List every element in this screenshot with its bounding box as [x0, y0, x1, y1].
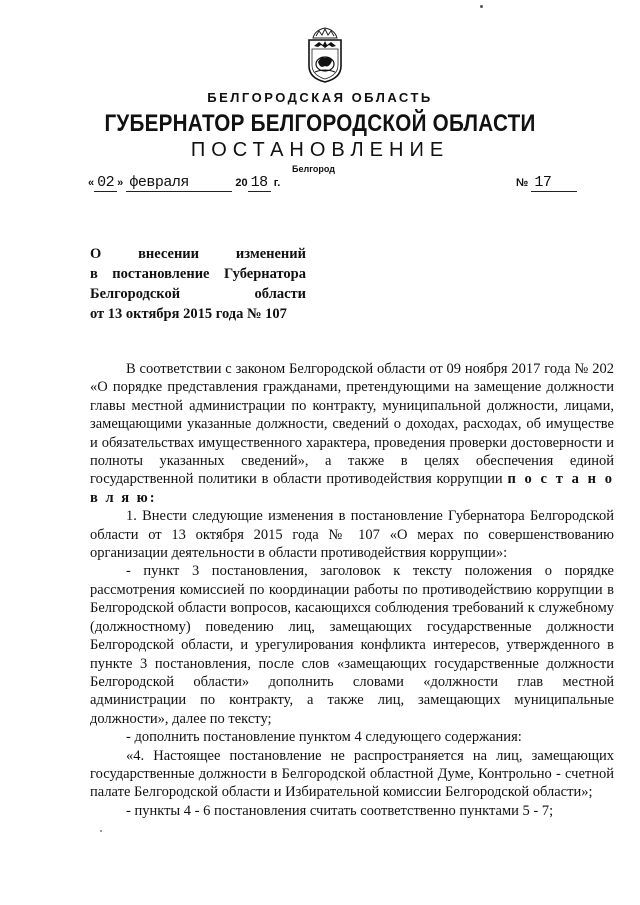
- amendment-paragraph-2: - дополнить постановление пунктом 4 следующего содержания:: [126, 729, 522, 746]
- date-close-quote: »: [117, 177, 124, 189]
- scan-speck: [100, 830, 102, 832]
- decree-date: [88, 174, 280, 192]
- preamble-paragraph: [90, 360, 614, 507]
- date-year-suffix: 18: [248, 174, 271, 192]
- date-year-prefix: 20: [235, 177, 248, 189]
- preamble-text: В соответствии с законом Белгородской области от 09 ноября 2017 года № 202 «О порядке представления гражданами, претендующими на замещение должности главы местной администрации по контракту, муниципальной должности, лицами, замещающими указанные должности, сведений о доходах, расходах, об имуществе и обязательствах имущественного характера, проведения проверки достоверности и полноты указанных сведений», а также в целях обеспечения единой государственной политики в области противодействия коррупции: [90, 361, 614, 488]
- city-label: Белгород: [292, 164, 335, 174]
- decree-body: [90, 360, 614, 820]
- subject-line-3: Белгородской области: [90, 286, 306, 302]
- document-type-heading: ПОСТАНОВЛЕНИЕ: [190, 139, 450, 161]
- date-month: февраля: [126, 174, 232, 192]
- amendment-paragraph-1: - пункт 3 постановления, заголовок к тексту положения о порядке рассмотрения комиссией по координации работы по противодействию коррупции в Белгородской области вопросов, касающихся соблюдения требований к служебному (должностному) поведению лиц, замещающих государственные должности Белгородской области, и урегулирования конфликта интересов, утвержденного в пункте 3 постановления, после слов «замещающих государственные должности Белгородской области» дополнить словами «должности глав местной администрации по контракту, а также лиц, замещающих муниципальные должности», далее по тексту;: [90, 563, 614, 727]
- subject-line-2: в постановление Губернатора: [90, 266, 306, 282]
- amendment-paragraph-3: - пункты 4 - 6 постановления считать соответственно пунктами 5 - 7;: [126, 802, 554, 819]
- region-heading: БЕЛГОРОДСКАЯ ОБЛАСТЬ: [207, 90, 433, 105]
- decree-number: [516, 174, 577, 192]
- decree-resolve-word: п о с т а н о в л я ю:: [90, 471, 614, 506]
- clause-1-paragraph: 1. Внести следующие изменения в постановление Губернатора Белгородской области от 13 октября 2015 года № 107 «О мерах по совершенствованию организации деятельности в области противодействия коррупции»:: [90, 508, 614, 562]
- quoted-clause-4: «4. Настоящее постановление не распространяется на лиц, замещающих государственные должности в Белгородской областной Думе, Контрольно - счетной палате Белгородской области и Избирательной комиссии Белгородской области»;: [90, 747, 614, 801]
- governor-heading: ГУБЕРНАТОР БЕЛГОРОДСКОЙ ОБЛАСТИ: [104, 110, 536, 137]
- number-value: 17: [531, 174, 577, 192]
- scan-speck: [480, 5, 483, 8]
- subject-line-4: от 13 октября 2015 года № 107: [90, 306, 287, 322]
- date-year-abbr: г.: [273, 177, 281, 189]
- coat-of-arms-emblem: [305, 22, 345, 84]
- date-day: 02: [94, 174, 117, 192]
- number-sign: №: [516, 177, 529, 189]
- subject-line-1: О внесении изменений: [90, 246, 306, 262]
- date-open-quote: «: [88, 177, 95, 189]
- decree-subject: [90, 244, 306, 324]
